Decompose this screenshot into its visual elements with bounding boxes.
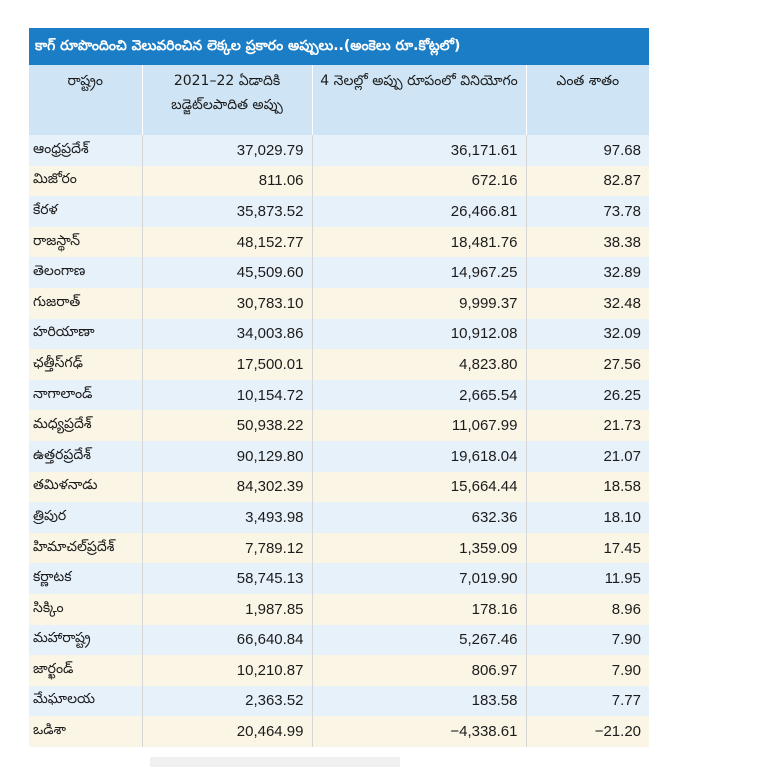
budget-cell: 2,363.52	[142, 686, 312, 717]
state-cell: నాగాలాండ్	[29, 380, 142, 411]
state-cell: మధ్యప్రదేశ్	[29, 410, 142, 441]
percentage-cell: 18.58	[526, 472, 649, 503]
budget-cell: 17,500.01	[142, 349, 312, 380]
percentage-cell: 17.45	[526, 533, 649, 564]
state-cell: ఆంధ్రప్రదేశ్	[29, 135, 142, 166]
table-body	[29, 135, 649, 747]
percentage-cell: 82.87	[526, 166, 649, 197]
bottom-strip	[150, 757, 400, 767]
table-row	[29, 563, 649, 594]
percentage-cell: 27.56	[526, 349, 649, 380]
debt-table	[29, 65, 649, 747]
table-row	[29, 625, 649, 656]
table-row	[29, 655, 649, 686]
used-cell: 11,067.99	[312, 410, 526, 441]
used-cell: 15,664.44	[312, 472, 526, 503]
state-cell: తెలంగాణ	[29, 257, 142, 288]
table-title: కాగ్ రూపొందించి వెలువరించిన లెక్కల ప్రకారం అప్పులు..(అంకెలు రూ.కోట్లలో)	[29, 28, 649, 65]
percentage-cell: 7.90	[526, 625, 649, 656]
percentage-cell: 73.78	[526, 196, 649, 227]
percentage-cell: 7.77	[526, 686, 649, 717]
state-cell: ఉత్తరప్రదేశ్	[29, 441, 142, 472]
header-state: రాష్ట్రం	[29, 65, 142, 135]
state-cell: హిమాచల్‌ప్రదేశ్	[29, 533, 142, 564]
budget-cell: 10,210.87	[142, 655, 312, 686]
header-row	[29, 65, 649, 135]
state-cell: హరియాణా	[29, 319, 142, 350]
used-cell: 632.36	[312, 502, 526, 533]
percentage-cell: −21.20	[526, 716, 649, 747]
percentage-cell: 97.68	[526, 135, 649, 166]
table-row	[29, 288, 649, 319]
budget-cell: 37,029.79	[142, 135, 312, 166]
budget-cell: 48,152.77	[142, 227, 312, 258]
state-cell: ఛత్తీస్‌గఢ్	[29, 349, 142, 380]
budget-cell: 50,938.22	[142, 410, 312, 441]
used-cell: 1,359.09	[312, 533, 526, 564]
budget-cell: 58,745.13	[142, 563, 312, 594]
used-cell: 14,967.25	[312, 257, 526, 288]
budget-cell: 1,987.85	[142, 594, 312, 625]
used-cell: 26,466.81	[312, 196, 526, 227]
budget-cell: 3,493.98	[142, 502, 312, 533]
used-cell: 7,019.90	[312, 563, 526, 594]
table-row	[29, 319, 649, 350]
state-cell: ఒడిశా	[29, 716, 142, 747]
header-used-debt: 4 నెలల్లో అప్పు రూపంలో వినియోగం	[312, 65, 526, 135]
budget-cell: 34,003.86	[142, 319, 312, 350]
used-cell: 19,618.04	[312, 441, 526, 472]
table-row	[29, 533, 649, 564]
budget-cell: 30,783.10	[142, 288, 312, 319]
state-cell: కర్ణాటక	[29, 563, 142, 594]
table-row	[29, 135, 649, 166]
percentage-cell: 32.89	[526, 257, 649, 288]
used-cell: 36,171.61	[312, 135, 526, 166]
state-cell: మిజోరం	[29, 166, 142, 197]
state-cell: తమిళనాడు	[29, 472, 142, 503]
header-percentage: ఎంత శాతం	[526, 65, 649, 135]
used-cell: 183.58	[312, 686, 526, 717]
percentage-cell: 38.38	[526, 227, 649, 258]
used-cell: 178.16	[312, 594, 526, 625]
table-row	[29, 472, 649, 503]
used-cell: 672.16	[312, 166, 526, 197]
budget-cell: 811.06	[142, 166, 312, 197]
debt-table-panel	[29, 28, 649, 747]
used-cell: 806.97	[312, 655, 526, 686]
table-row	[29, 502, 649, 533]
header-budgeted-debt: 2021–22 ఏడాదికి బడ్జెట్‌లపాదిత అప్పు	[142, 65, 312, 135]
state-cell: సిక్కిం	[29, 594, 142, 625]
table-row	[29, 349, 649, 380]
used-cell: 18,481.76	[312, 227, 526, 258]
percentage-cell: 26.25	[526, 380, 649, 411]
table-row	[29, 380, 649, 411]
table-row	[29, 257, 649, 288]
budget-cell: 10,154.72	[142, 380, 312, 411]
used-cell: 10,912.08	[312, 319, 526, 350]
state-cell: రాజస్థాన్	[29, 227, 142, 258]
state-cell: మహారాష్ట్ర	[29, 625, 142, 656]
used-cell: −4,338.61	[312, 716, 526, 747]
table-row	[29, 594, 649, 625]
percentage-cell: 18.10	[526, 502, 649, 533]
table-row	[29, 716, 649, 747]
budget-cell: 7,789.12	[142, 533, 312, 564]
table-row	[29, 686, 649, 717]
budget-cell: 45,509.60	[142, 257, 312, 288]
table-row	[29, 166, 649, 197]
state-cell: కేరళ	[29, 196, 142, 227]
used-cell: 5,267.46	[312, 625, 526, 656]
state-cell: మేఘాలయ	[29, 686, 142, 717]
percentage-cell: 7.90	[526, 655, 649, 686]
state-cell: గుజరాత్	[29, 288, 142, 319]
state-cell: త్రిపుర	[29, 502, 142, 533]
state-cell: జార్ఖండ్	[29, 655, 142, 686]
used-cell: 9,999.37	[312, 288, 526, 319]
used-cell: 2,665.54	[312, 380, 526, 411]
budget-cell: 84,302.39	[142, 472, 312, 503]
table-row	[29, 410, 649, 441]
percentage-cell: 8.96	[526, 594, 649, 625]
budget-cell: 90,129.80	[142, 441, 312, 472]
budget-cell: 35,873.52	[142, 196, 312, 227]
budget-cell: 20,464.99	[142, 716, 312, 747]
table-row	[29, 441, 649, 472]
percentage-cell: 11.95	[526, 563, 649, 594]
table-row	[29, 196, 649, 227]
percentage-cell: 32.09	[526, 319, 649, 350]
used-cell: 4,823.80	[312, 349, 526, 380]
percentage-cell: 21.73	[526, 410, 649, 441]
percentage-cell: 32.48	[526, 288, 649, 319]
percentage-cell: 21.07	[526, 441, 649, 472]
budget-cell: 66,640.84	[142, 625, 312, 656]
table-row	[29, 227, 649, 258]
